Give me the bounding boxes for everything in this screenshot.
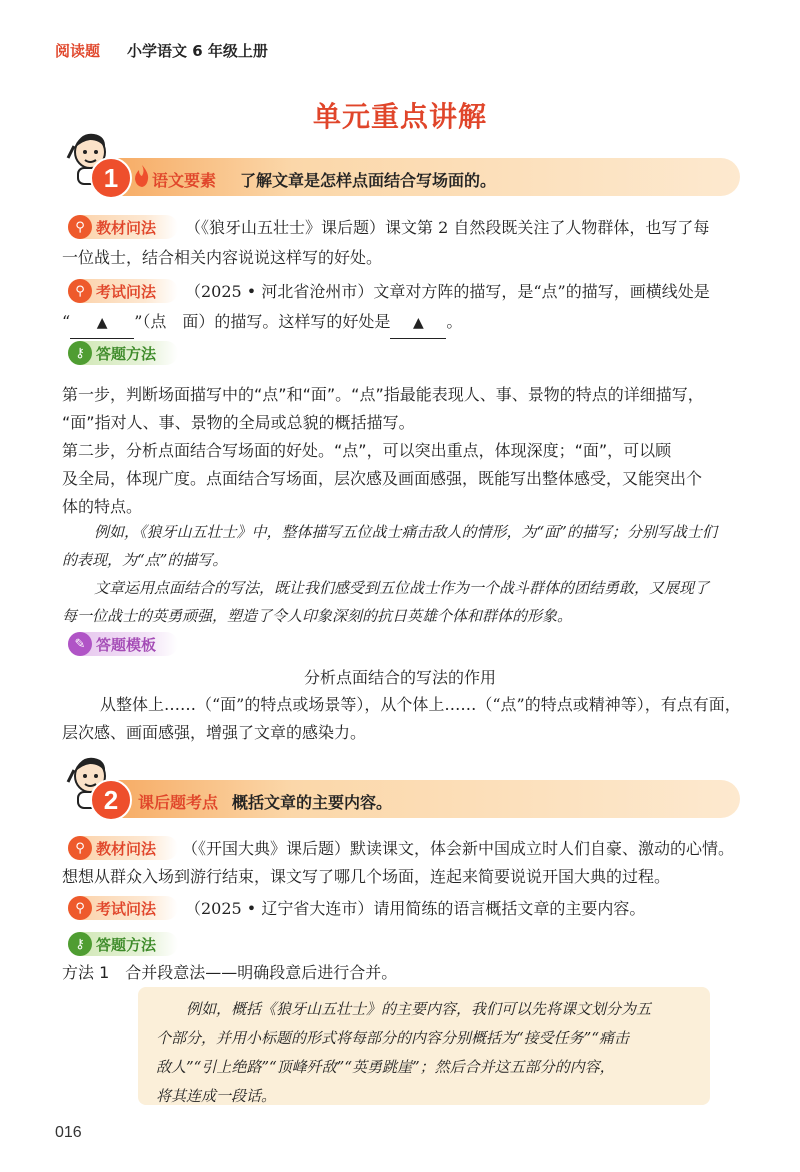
key-icon: ⚷ — [68, 932, 92, 956]
section-1-heading: 了解文章是怎样点面结合写场面的。 — [240, 171, 497, 190]
pill-label: 教材问法 — [96, 218, 157, 237]
template-line2: 层次感、画面感强，增强了文章的感染力。 — [62, 723, 367, 742]
answer-method-pill — [68, 341, 178, 365]
answer-blank-2[interactable]: ▲ — [390, 309, 446, 339]
header-title: 小学语文 6 年级上册 — [127, 42, 268, 60]
example-box-line4: 将其连成一段话。 — [156, 1087, 277, 1105]
answer-blank-1[interactable]: ▲ — [70, 309, 134, 339]
example-box-line1: 例如，概括《狼牙山五壮士》的主要内容，我们可以先将课文划分为五 — [186, 1000, 652, 1018]
textbook-question-pill — [68, 836, 178, 860]
answer-method-pill — [68, 932, 178, 956]
magnifier-icon: ⚲ — [68, 215, 92, 239]
template-title: 分析点面结合的写法的作用 — [303, 668, 496, 687]
section-2-heading: 概括文章的主要内容。 — [232, 793, 393, 812]
header-tag: 阅读题 — [55, 42, 101, 60]
method-1-text: 方法 1 合并段意法——明确段意后进行合并。 — [62, 963, 398, 982]
exam-question-pill — [68, 279, 178, 303]
section-1-label: 语文要素 — [152, 171, 217, 190]
pill-label: 答题模板 — [96, 635, 157, 654]
example-box-line2: 个部分，并用小标题的形式将每部分的内容分别概括为“接受任务”“痛击 — [156, 1029, 630, 1047]
method-step2-line3: 体的特点。 — [62, 497, 143, 516]
key-icon: ⚷ — [68, 341, 92, 365]
pill-label: 答题方法 — [96, 935, 157, 954]
flame-icon — [133, 164, 151, 188]
exam-question-line2: “ ▲ ”（点 面）的描写。这样写的好处是 ▲ 。 — [62, 307, 462, 339]
exam-question-pill — [68, 896, 178, 920]
magnifier-icon: ⚲ — [68, 279, 92, 303]
example-1-line2: 的表现，为“点”的描写。 — [62, 551, 228, 569]
textbook-question-pill — [68, 215, 178, 239]
section-2-number: 2 — [90, 779, 132, 821]
page-number: 016 — [55, 1124, 82, 1141]
page-title: 单元重点讲解 — [312, 100, 487, 133]
method-step1-line1: 第一步，判断场面描写中的“点”和“面”。“点”指最能表现人、事、景物的特点的详细描写， — [62, 385, 704, 404]
template-line1: 从整体上……（“面”的特点或场景等），从个体上……（“点”的特点或精神等），有点有面， — [100, 695, 741, 714]
pill-label: 答题方法 — [96, 344, 157, 363]
example-2-line1: 文章运用点面结合的写法，既让我们感受到五位战士作为一个战斗群体的团结勇敢，又展现了 — [94, 579, 710, 597]
magnifier-icon: ⚲ — [68, 836, 92, 860]
method-step2-line1: 第二步，分析点面结合写场面的好处。“点”，可以突出重点，体现深度；“面”，可以顾 — [62, 441, 672, 460]
exam-question-line1: （2025 • 辽宁省大连市）请用简练的语言概括文章的主要内容。 — [185, 899, 646, 918]
method-step1-line2: “面”指对人、事、景物的全局或总貌的概括描写。 — [62, 413, 415, 432]
section-1-number: 1 — [90, 157, 132, 199]
answer-template-pill — [68, 632, 178, 656]
section-2-label: 课后题考点 — [138, 793, 219, 812]
example-box-line3: 敌人”“引上绝路”“顶峰歼敌”“英勇跳崖”；然后合并这五部分的内容， — [156, 1058, 615, 1076]
textbook-question-line1: （《狼牙山五壮士》课后题）课文第 2 自然段既关注了人物群体，也写了每 — [185, 218, 710, 237]
example-2-line2: 每一位战士的英勇顽强，塑造了令人印象深刻的抗日英雄个体和群体的形象。 — [62, 607, 573, 625]
textbook-question-line2: 想想从群众入场到游行结束，课文写了哪几个场面，连起来简要说说开国大典的过程。 — [62, 867, 671, 886]
example-box — [138, 987, 710, 1105]
exam-question-line1: （2025 • 河北省沧州市）文章对方阵的描写，是“点”的描写，画横线处是 — [185, 282, 710, 301]
pill-label: 教材问法 — [96, 839, 157, 858]
textbook-question-line1: （《开国大典》课后题）默读课文，体会新中国成立时人们自豪、激动的心情。 — [182, 839, 735, 858]
pencil-icon: ✎ — [68, 632, 92, 656]
magnifier-icon: ⚲ — [68, 896, 92, 920]
method-step2-line2: 及全局，体现广度。点面结合写场面，层次感及画面感强，既能写出整体感受，又能突出个 — [62, 469, 703, 488]
example-1-line1: 例如，《狼牙山五壮士》中，整体描写五位战士痛击敌人的情形，为“面”的描写；分别写战士们 — [94, 523, 717, 541]
pill-label: 考试问法 — [96, 282, 157, 301]
textbook-question-line2: 一位战士，结合相关内容说说这样写的好处。 — [62, 248, 383, 267]
pill-label: 考试问法 — [96, 899, 157, 918]
